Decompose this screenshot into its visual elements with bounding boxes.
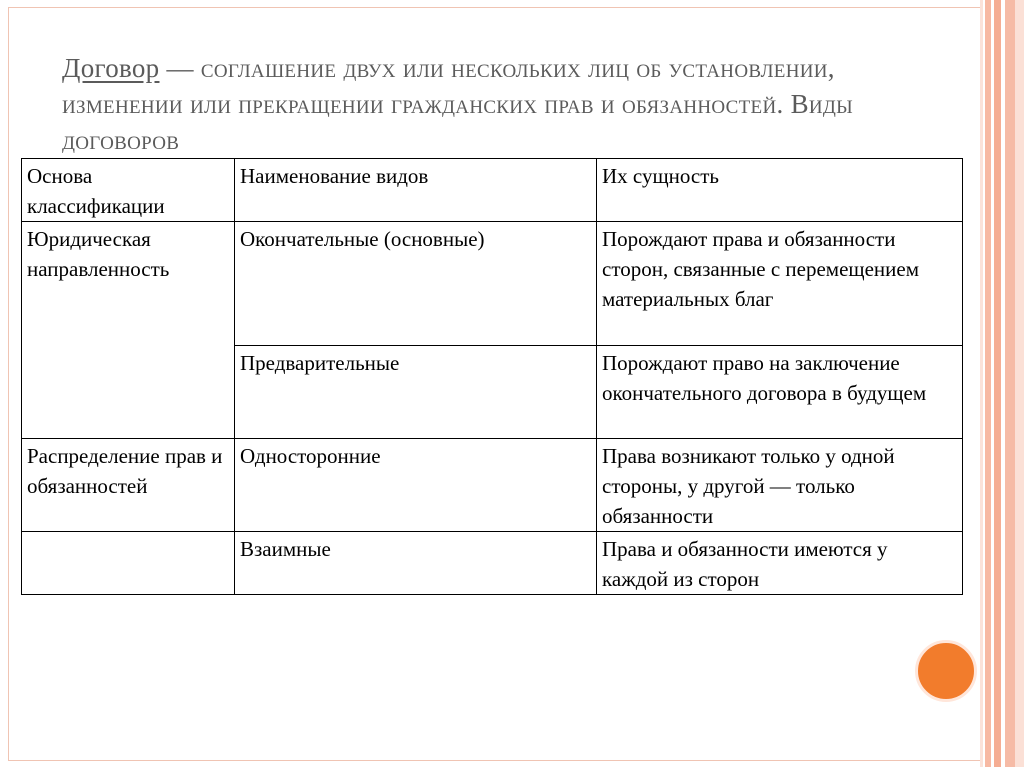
table-header-row — [22, 159, 963, 222]
type-cell: Предварительные — [235, 346, 597, 439]
table-row — [22, 439, 963, 532]
type-cell: Взаимные — [235, 532, 597, 595]
stripe — [1015, 0, 1024, 767]
title-definition: — соглашение двух или нескольких лиц об установлении, изменении или прекращении гражданских прав и обязанностей. Виды договоров — [62, 53, 854, 155]
contracts-table — [21, 158, 963, 595]
type-cell: Односторонние — [235, 439, 597, 532]
stripe — [994, 0, 1001, 767]
decorative-circle — [915, 640, 977, 702]
title-term: Договор — [62, 53, 160, 83]
stripe — [1005, 0, 1015, 767]
basis-cell: Юридическая направленность — [22, 222, 235, 439]
slide-title — [62, 50, 882, 158]
essence-cell: Порождают право на заключение окончательного договора в будущем — [597, 346, 963, 439]
header-cell-essence: Их сущность — [597, 159, 963, 222]
essence-cell: Порождают права и обязанности сторон, связанные с перемещением материальных благ — [597, 222, 963, 346]
table-row — [22, 532, 963, 595]
essence-cell: Права возникают только у одной стороны, у другой — только обязанности — [597, 439, 963, 532]
decorative-stripes — [980, 0, 1024, 767]
type-cell: Окончательные (основные) — [235, 222, 597, 346]
basis-cell-empty — [22, 532, 235, 595]
table-row — [22, 222, 963, 346]
basis-cell: Распределение прав и обязанностей — [22, 439, 235, 532]
essence-cell: Права и обязанности имеются у каждой из сторон — [597, 532, 963, 595]
header-cell-basis: Основа классификации — [22, 159, 235, 222]
header-cell-type-name: Наименование видов — [235, 159, 597, 222]
